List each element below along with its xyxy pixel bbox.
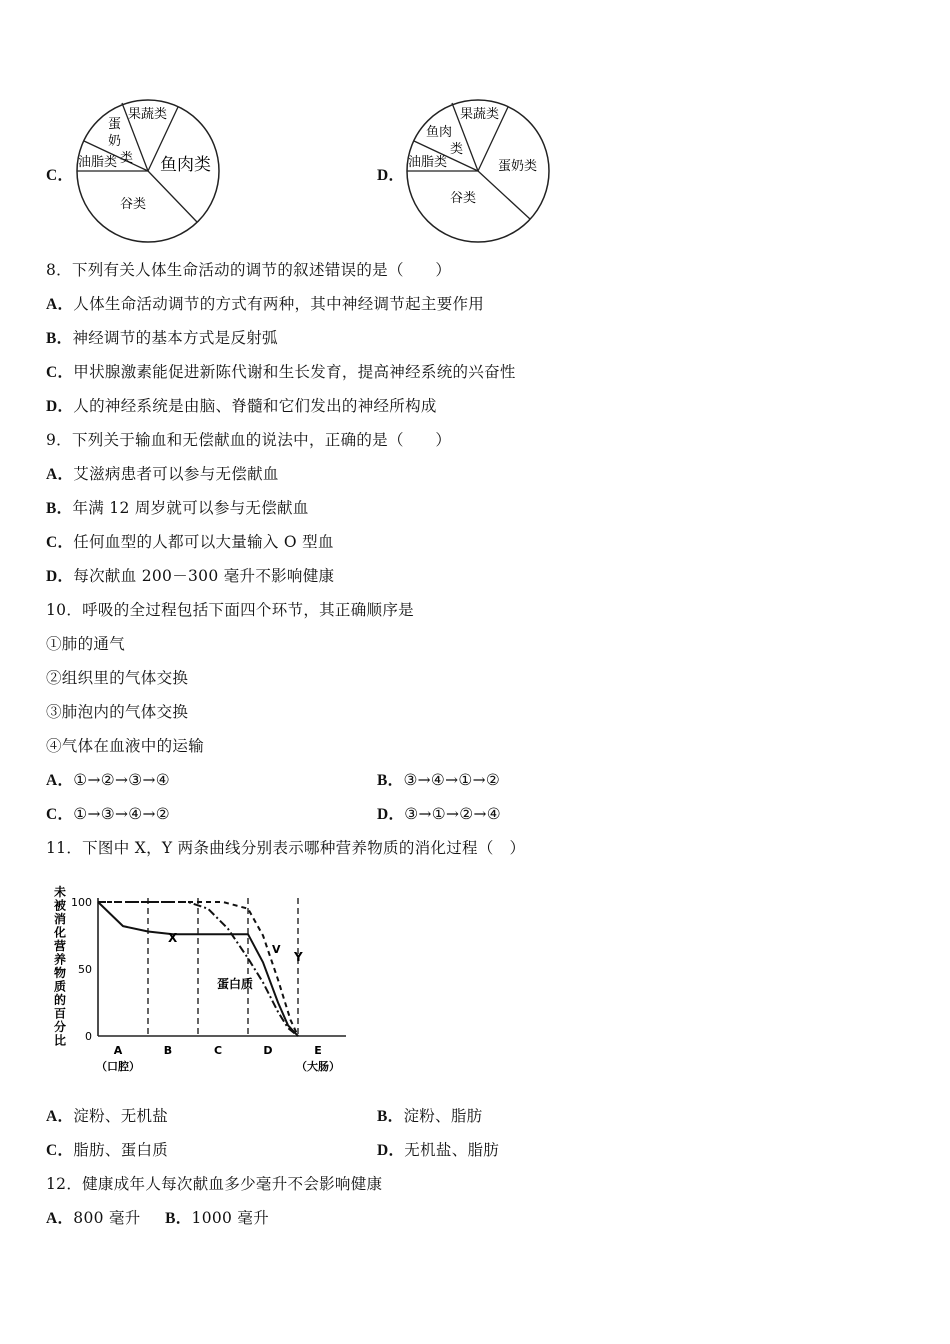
pie-d-fruit-veg: 果蔬类 (460, 107, 500, 122)
chart-series-label-y: Y (294, 949, 303, 964)
q9-option-a[interactable]: A．艾滋病患者可以参与无偿献血 (46, 465, 279, 483)
pie-c-grain: 谷类 (120, 197, 147, 212)
chart-series-label-protein: 蛋白质 (217, 976, 254, 991)
chart-y-tick-label: 0 (85, 1030, 92, 1043)
q9-option-c[interactable]: C．任何血型的人都可以大量输入 O 型血 (46, 533, 334, 551)
option-d-label: D． (377, 167, 405, 184)
chart-y-label-char: 营 (54, 939, 67, 953)
q8-option-b[interactable]: B．神经调节的基本方式是反射弧 (46, 329, 278, 347)
q10-item-2: ②组织里的气体交换 (46, 669, 189, 687)
chart-y-label-char: 物 (54, 966, 67, 980)
chart-y-label-char: 百 (54, 1006, 67, 1021)
chart-x-tick-label: B (163, 1044, 173, 1057)
q8-stem: 8．下列有关人体生命活动的调节的叙述错误的是（ ） (46, 261, 452, 279)
q12-options (46, 1208, 269, 1229)
chart-x-tick-note: （大肠） (296, 1060, 340, 1073)
q11-stem: 11．下图中 X，Y 两条曲线分别表示哪种营养物质的消化过程（ ） (46, 839, 526, 857)
digestion-chart (46, 882, 356, 1082)
pie-c-fish-meat: 鱼肉类 (160, 155, 211, 175)
q10-item-3: ③肺泡内的气体交换 (46, 703, 189, 721)
chart-y-axis-label (53, 884, 67, 1048)
chart-y-label-char: 未 (54, 885, 67, 899)
pie-d-fish-meat: 鱼肉 (426, 125, 453, 140)
q10-stem: 10．呼吸的全过程包括下面四个环节，其正确顺序是 (46, 601, 414, 619)
chart-y-label-char: 的 (54, 993, 67, 1007)
q10-item-1: ①肺的通气 (46, 635, 126, 653)
q9-option-b[interactable]: B．年满 12 周岁就可以参与无偿献血 (46, 499, 309, 517)
pie-d-egg-milk: 蛋奶类 (498, 159, 538, 174)
q10-item-4: ④气体在血液中的运输 (46, 737, 205, 755)
chart-y-label-char: 被 (54, 898, 67, 913)
chart-y-label-char: 分 (54, 1020, 67, 1034)
q11-option-c[interactable]: C．脂肪、蛋白质 (46, 1141, 169, 1159)
chart-y-tick-label: 100 (71, 896, 92, 909)
pie-d-fish-meat: 类 (450, 142, 464, 157)
q11-option-a[interactable]: A．淀粉、无机盐 (46, 1107, 169, 1125)
q8-option-c[interactable]: C．甲状腺激素能促进新陈代谢和生长发育，提高神经系统的兴奋性 (46, 363, 516, 381)
chart-y-label-char: 比 (54, 1033, 67, 1048)
chart-y-tick-label: 50 (78, 963, 92, 976)
pie-c-egg-milk: 奶 (108, 134, 122, 149)
chart-y-label-char: 养 (54, 952, 67, 967)
option-c-label: C． (46, 167, 74, 184)
q11-option-b[interactable]: B．淀粉、脂肪 (377, 1107, 483, 1125)
chart-x-tick-label: D (263, 1044, 273, 1057)
chart-y-label-char: 消 (54, 912, 67, 926)
q12-stem: 12．健康成年人每次献血多少毫升不会影响健康 (46, 1175, 383, 1193)
pie-d-oil: 油脂类 (408, 155, 448, 170)
pie-c-egg-milk: 蛋 (108, 117, 122, 132)
pie-c-oil: 油脂类 (78, 155, 118, 170)
q9-stem: 9．下列关于输血和无偿献血的说法中，正确的是（ ） (46, 431, 452, 449)
chart-x-tick-note: （口腔） (96, 1060, 140, 1073)
q11-option-d[interactable]: D．无机盐、脂肪 (377, 1141, 500, 1159)
q8-option-d[interactable]: D．人的神经系统是由脑、脊髓和它们发出的神经所构成 (46, 397, 437, 415)
chart-y-label-char: 化 (54, 925, 67, 940)
pie-chart-c (74, 98, 224, 248)
q9-option-d[interactable]: D．每次献血 200－300 毫升不影响健康 (46, 567, 335, 585)
chart-y-label-char: 质 (54, 979, 67, 994)
q8-option-a[interactable]: A．人体生命活动调节的方式有两种，其中神经调节起主要作用 (46, 295, 485, 313)
q12-option-b[interactable]: B．1000 毫升 (165, 1209, 270, 1227)
q10-option-b[interactable]: B．③→④→①→② (377, 771, 501, 789)
pie-d-grain: 谷类 (450, 191, 477, 206)
q12-option-a[interactable]: A．800 毫升 (46, 1209, 141, 1227)
q10-option-a[interactable]: A．①→②→③→④ (46, 771, 170, 789)
chart-series-label-x: X (168, 931, 178, 946)
chart-x-tick-label: E (314, 1044, 322, 1057)
chart-x-tick-label: A (113, 1044, 123, 1057)
pie-c-egg-milk: 类 (120, 151, 134, 166)
q10-option-c[interactable]: C．①→③→④→② (46, 805, 170, 823)
q10-option-d[interactable]: D．③→①→②→④ (377, 805, 501, 823)
pie-c-fruit-veg: 果蔬类 (128, 107, 168, 122)
chart-marker-v: V (272, 942, 281, 956)
pie-chart-d (404, 98, 554, 248)
chart-x-tick-label: C (213, 1044, 223, 1057)
